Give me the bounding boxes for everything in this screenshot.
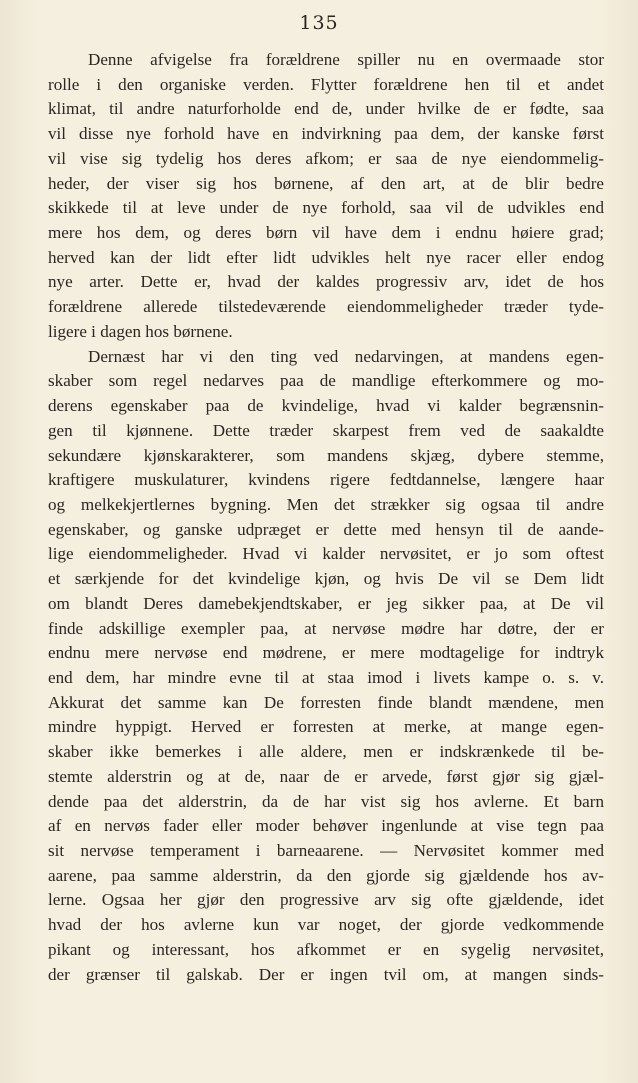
text-line: rolle i den organiske verden. Flytter forældrene hen til et andet [48,74,604,94]
text-line: ligere i dagen hos børnene. [48,321,233,341]
text-line: heder, der viser sig hos børnene, af den art, at de blir bedre [48,173,604,193]
text-line: forældrene allerede tilstedeværende eiendommeligheder træder tyde- [48,297,604,317]
text-line: mere hos dem, og deres børn vil have dem i endnu høiere grad; [48,223,604,243]
body-text [48,48,604,987]
text-line: gen til kjønnene. Dette træder skarpest frem ved de saakaldte [48,420,604,440]
text-line: af en nervøs fader eller moder behøver ingenlunde at vise tegn paa [48,816,604,836]
text-line: mindre hyppigt. Herved er forresten at merke, at mange egen- [48,717,604,737]
text-line: nye arter. Dette er, hvad der kaldes progressiv arv, idet de hos [48,272,604,292]
text-line: lige eiendommeligheder. Hvad vi kalder nervøsitet, er jo som oftest [48,544,604,564]
page-number: 135 [299,12,339,34]
text-line: der grænser til galskab. Der er ingen tvil om, at mangen sinds- [48,964,604,984]
text-line: lerne. Ogsaa her gjør den progressive arv sig ofte gjældende, idet [48,890,604,910]
text-line: og melkekjertlernes bygning. Men det strækker sig ogsaa til andre [48,494,604,514]
text-line: vil disse nye forhold have en indvirkning paa dem, der kanske først [48,124,604,144]
text-line: egenskaber, og ganske udpræget er dette med hensyn til de aande- [48,519,604,539]
text-line: Denne afvigelse fra forældrene spiller nu en overmaade stor [88,50,604,69]
text-line: sekundære kjønskarakterer, som mandens skjæg, dybere stemme, [48,445,604,465]
text-line: skaber ikke bemerkes i alle aldere, men er indskrænkede til be- [48,742,604,762]
text-line: om blandt Deres damebekjendtskaber, er jeg sikker paa, at De vil [48,593,604,613]
text-line: klimat, til andre naturforholde end de, under hvilke de er fødte, saa [48,99,604,119]
text-line: kraftigere muskulaturer, kvindens rigere fedtdannelse, længere haar [48,470,604,490]
text-line: sit nervøse temperament i barneaarene. — Nervøsitet kommer med [48,841,604,860]
text-line: derens egenskaber paa de kvindelige, hvad vi kalder begrænsnin- [48,396,604,416]
text-line: pikant og interessant, hos afkommet er en sygelig nervøsitet, [48,939,604,959]
text-line: vil vise sig tydelig hos deres afkom; er saa de nye eiendommelig- [48,148,604,168]
text-line: herved kan der lidt efter lidt udvikles helt nye racer eller endog [48,247,604,267]
text-line: skikkede til at leve under de nye forhold, saa vil de udvikles end [48,198,604,218]
text-line: skaber som regel nedarves paa de mandlige efterkommere og mo- [48,371,604,391]
text-line: endnu mere nervøse end mødrene, er mere modtagelige for indtryk [48,643,604,663]
text-line: et særkjende for det kvindelige kjøn, og hvis De vil se Dem lidt [48,569,604,589]
text-line: dende paa det alderstrin, da de har vist sig hos avlerne. Et barn [48,791,604,811]
text-line: finde adskillige exempler paa, at nervøse mødre har døtre, der er [48,618,604,638]
text-line: Dernæst har vi den ting ved nedarvingen, at mandens egen- [88,346,604,366]
text-line: aarene, paa samme alderstrin, da den gjorde sig gjældende hos av- [48,865,604,885]
text-line: hvad der hos avlerne kun var noget, der gjorde vedkommende [48,915,604,935]
text-line: end dem, har mindre evne til at staa imod i livets kampe o. s. v. [48,667,604,687]
text-line: Akkurat det samme kan De forresten finde blandt mændene, men [48,692,604,712]
text-line: stemte alderstrin og at de, naar de er arvede, først gjør sig gjæl- [48,766,604,786]
